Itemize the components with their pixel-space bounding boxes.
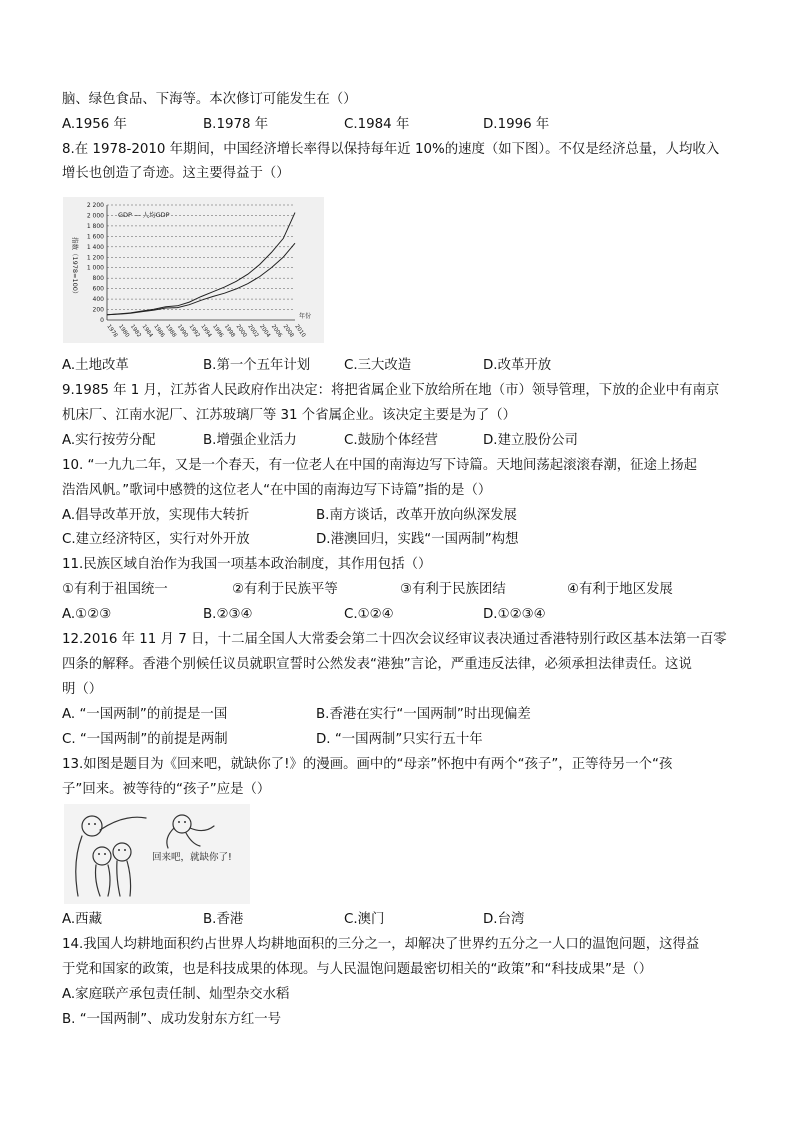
flying-child-body <box>167 826 214 848</box>
q14-option-b: B. “一国两制”、成功发射东方红一号 <box>62 1012 282 1027</box>
q11-statement-2: ②有利于民族平等 <box>232 582 338 597</box>
q13-option-b: B.香港 <box>203 912 244 927</box>
x-tick-label: 1992 <box>187 323 201 339</box>
y-tick-label: 800 <box>92 275 104 283</box>
x-tick-label: 1996 <box>211 323 225 339</box>
mother-head <box>82 816 102 836</box>
q12-stem-line2: 四条的解释。香港个别候任议员就职宣誓时公然发表“港独”言论，严重违反法律，必须承担法律责任。这说 <box>62 657 692 672</box>
q9-option-a: A.实行按劳分配 <box>62 433 156 448</box>
q12-option-c: C. “一国两制”的前提是两制 <box>62 732 228 747</box>
q10-stem-line2: 浩浩风帆。”歌词中感赞的这位老人“在中国的南海边写下诗篇”指的是（） <box>62 483 492 498</box>
x-tick-label: 2002 <box>246 323 260 339</box>
x-tick-label: 1982 <box>128 323 142 339</box>
q12-option-d: D. “一国两制”只实行五十年 <box>316 732 483 747</box>
x-tick-label: 2004 <box>258 323 272 339</box>
q11-option-d: D.①②③④ <box>483 607 546 622</box>
q13-option-a: A.西藏 <box>62 912 102 927</box>
x-tick-label: 2006 <box>269 323 283 339</box>
q9-stem-line1: 9.1985 年 1 月，江苏省人民政府作出决定：将把省属企业下放给所在地（市）领导管理，下放的企业中有南京 <box>62 383 720 398</box>
x-tick-label: 2010 <box>293 323 307 339</box>
y-tick-label: 1 000 <box>86 264 104 272</box>
q11-statement-3: ③有利于民族团结 <box>400 582 506 597</box>
q14-option-a: A.家庭联产承包责任制、灿型杂交水稻 <box>62 987 290 1002</box>
flying-child-head <box>173 815 191 833</box>
q8-option-a: A.土地改革 <box>62 358 129 373</box>
q10-option-c: C.建立经济特区，实行对外开放 <box>62 532 250 547</box>
q11-option-c: C.①②④ <box>344 607 394 622</box>
x-tick-label: 1980 <box>117 323 131 339</box>
q7-option-d: D.1996 年 <box>483 117 550 132</box>
q11-option-a: A.①②③ <box>62 607 112 622</box>
q7-stem: 脑、绿色食品、下海等。本次修订可能发生在（） <box>62 92 357 107</box>
series-line-gdp <box>107 213 295 315</box>
y-tick-label: 2 000 <box>86 212 104 220</box>
q11-statement-1: ①有利于祖国统一 <box>62 582 168 597</box>
q9-option-d: D.建立股份公司 <box>483 433 578 448</box>
y-tick-label: 1 800 <box>86 222 104 230</box>
q11-stem: 11.民族区域自治作为我国一项基本政治制度，其作用包括（） <box>62 557 432 572</box>
y-tick-label: 1 600 <box>86 233 104 241</box>
x-tick-label: 2008 <box>281 323 295 339</box>
child-one-body <box>96 865 111 896</box>
q9-stem-line2: 机床厂、江南水泥厂、江苏玻璃厂等 31 个省属企业。该决定主要是为了（） <box>62 408 517 423</box>
q10-stem-line1: 10. “一九九二年，又是一个春天，有一位老人在中国的南海边写下诗篇。天地间荡起滚滚春潮，征途上扬起 <box>62 458 698 473</box>
q8-option-b: B.第一个五年计划 <box>203 358 311 373</box>
series-line-per-capita-gdp <box>107 243 295 315</box>
q14-stem-line1: 14.我国人均耕地面积约占世界人均耕地面积的三分之一，却解决了世界约五分之一人口的温饱问题，这得益 <box>62 937 700 952</box>
y-tick-label: 0 <box>100 317 104 324</box>
cartoon-caption: 回来吧，就缺你了! <box>152 852 232 863</box>
x-tick-label: 1988 <box>164 323 178 339</box>
mother-arm <box>100 817 146 830</box>
child-one-head <box>93 847 111 865</box>
q14-stem-line2: 于党和国家的政策，也是科技成果的体现。与人民温饱问题最密切相关的“政策”和“科技成果”是（） <box>62 962 653 977</box>
q12-stem-line1: 12.2016 年 11 月 7 日，十二届全国人大常委会第二十四次会议经审议表决通过香港特别行政区基本法第一百零 <box>62 632 727 647</box>
q12-stem-line3: 明（） <box>62 682 103 697</box>
q8-option-d: D.改革开放 <box>483 358 552 373</box>
q7-option-c: C.1984 年 <box>344 117 410 132</box>
cartoon-illustration <box>64 804 250 904</box>
q10-option-b: B.南方谈话，改革开放向纵深发展 <box>316 508 517 523</box>
q12-option-a: A. “一国两制”的前提是一国 <box>62 707 228 722</box>
q13-option-d: D.台湾 <box>483 912 525 927</box>
x-tick-label: 1978 <box>105 323 119 339</box>
mother-body <box>76 836 82 896</box>
x-tick-label: 1990 <box>175 323 189 339</box>
y-tick-label: 2 200 <box>86 202 104 209</box>
q8-option-c: C.三大改造 <box>344 358 412 373</box>
y-tick-label: 1 400 <box>86 243 104 251</box>
q11-statement-4: ④有利于地区发展 <box>567 582 673 597</box>
y-axis-ticks <box>87 202 104 324</box>
x-tick-label: 1998 <box>222 323 236 339</box>
q10-option-a: A.倡导改革开放，实现伟大转折 <box>62 508 250 523</box>
child-two-head <box>113 843 131 861</box>
q13-option-c: C.澳门 <box>344 912 385 927</box>
x-tick-label: 1984 <box>140 323 154 339</box>
y-tick-label: 1 200 <box>86 254 104 262</box>
q7-option-b: B.1978 年 <box>203 117 269 132</box>
x-axis-ticks <box>105 324 306 339</box>
q10-option-d: D.港澳回归，实践“一国两制”构想 <box>316 532 519 547</box>
y-tick-label: 600 <box>92 285 104 293</box>
y-axis-label: 指数（1978=100） <box>71 237 79 298</box>
q12-option-b: B.香港在实行“一国两制”时出现偏差 <box>316 707 531 722</box>
q13-stem-line2: 子”回来。被等待的“孩子”应是（） <box>62 782 271 797</box>
q9-option-c: C.鼓励个体经营 <box>344 433 438 448</box>
x-tick-label: 1994 <box>199 323 213 339</box>
x-axis-label: 年份 <box>299 313 312 320</box>
y-tick-label: 400 <box>92 296 104 304</box>
x-tick-label: 2000 <box>234 323 248 339</box>
gdp-chart <box>63 197 324 343</box>
y-tick-label: 200 <box>92 306 104 314</box>
legend: GDP — 人均GDP <box>118 211 170 219</box>
q8-stem-line2: 增长也创造了奇迹。这主要得益于（） <box>62 166 290 181</box>
q11-option-b: B.②③④ <box>203 607 253 622</box>
q9-option-b: B.增强企业活力 <box>203 433 297 448</box>
child-two-body <box>117 861 131 896</box>
q13-stem-line1: 13.如图是题目为《回来吧，就缺你了!》的漫画。画中的“母亲”怀抱中有两个“孩子”，正等待另一个“孩 <box>62 757 673 772</box>
q8-stem-line1: 8.在 1978-2010 年期间，中国经济增长率得以保持每年近 10%的速度（如下图）。不仅是经济总量，人均收入 <box>62 142 720 157</box>
q7-option-a: A.1956 年 <box>62 117 127 132</box>
x-tick-label: 1986 <box>152 323 166 339</box>
